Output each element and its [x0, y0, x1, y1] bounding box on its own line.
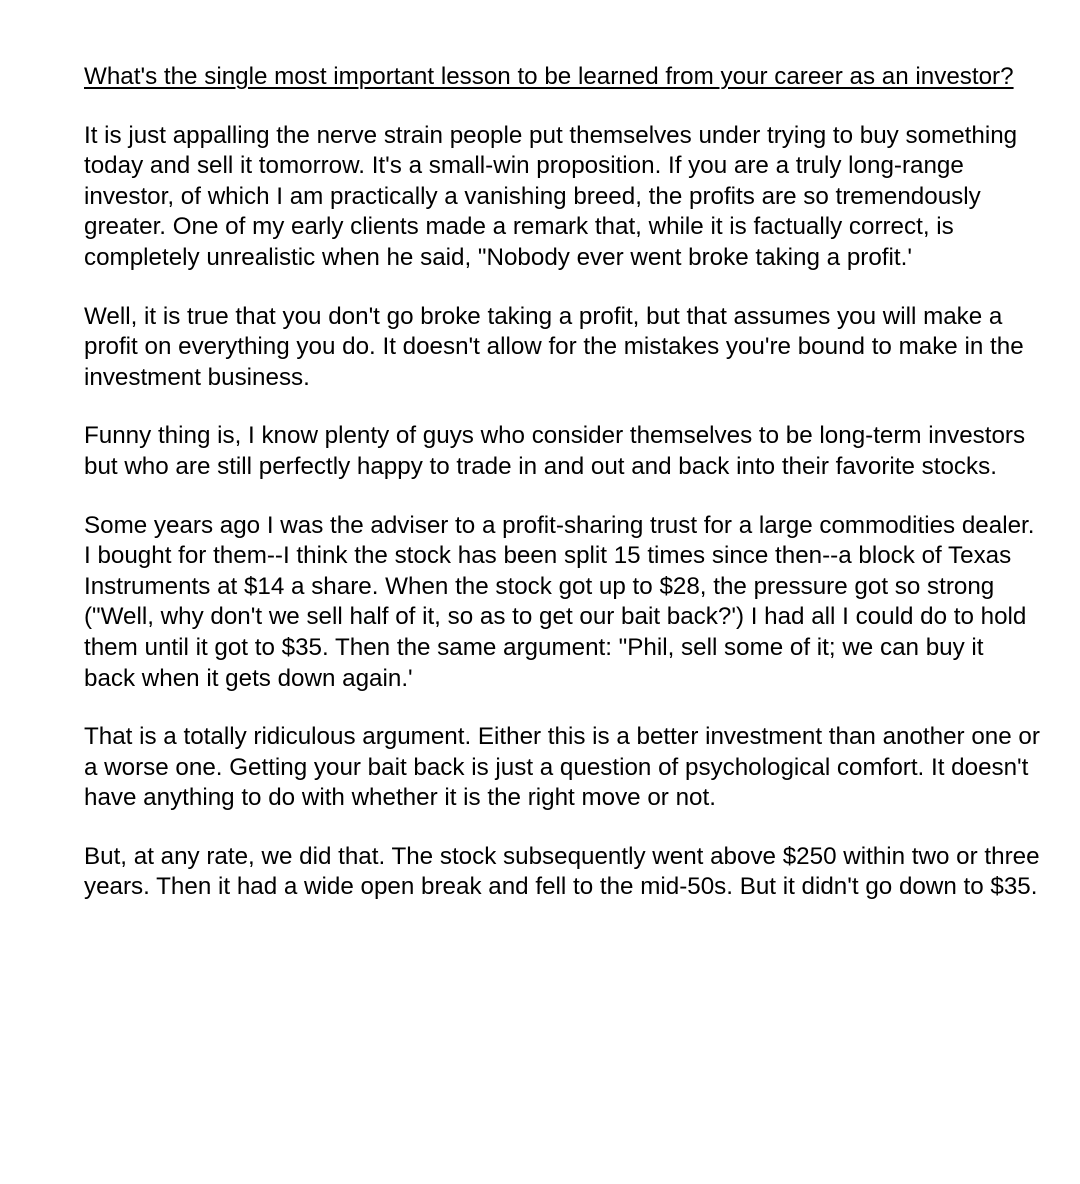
paragraph-5: That is a totally ridiculous argument. Either this is a better investment than another one or a worse one. Getting your bait back is just a question of psychological comfort. It doesn't have anything to do with whether it is the right move or not. [84, 723, 1040, 812]
paragraph-2: Well, it is true that you don't go broke taking a profit, but that assumes you will make a profit on everything you do. It doesn't allow for the mistakes you're bound to make in the investment business. [84, 302, 1024, 391]
paragraph-3: Funny thing is, I know plenty of guys who consider themselves to be long-term investors but who are still perfectly happy to trade in and out and back into their favorite stocks. [84, 422, 1026, 480]
question-heading: What's the single most important lesson to be learned from your career as an investor? [84, 63, 1014, 90]
paragraph-4: Some years ago I was the adviser to a profit-sharing trust for a large commodities dealer. I bought for them--I think the stock has been split 15 times since then--a block of Texas Instruments at $14 a share. When the stock got up to $28, the pressure got so strong ("Well, why don't we sell half of it, so as to get our bait back?') I had all I could do to hold them until it got to $35. Then the same argument: "Phil, sell some of it; we can buy it back when it gets down again.' [84, 511, 1035, 692]
paragraph-6: But, at any rate, we did that. The stock subsequently went above $250 within two or three years. Then it had a wide open break and fell to the mid-50s. But it didn't go down to $35. [84, 842, 1040, 901]
paragraph-1: It is just appalling the nerve strain people put themselves under trying to buy something today and sell it tomorrow. It's a small-win proposition. If you are a truly long-range investor, of which I am practically a vanishing breed, the profits are so tremendously greater. One of my early clients made a remark that, while it is factually correct, is completely unrealistic when he said, "Nobody ever went broke taking a profit.' [84, 121, 1018, 271]
